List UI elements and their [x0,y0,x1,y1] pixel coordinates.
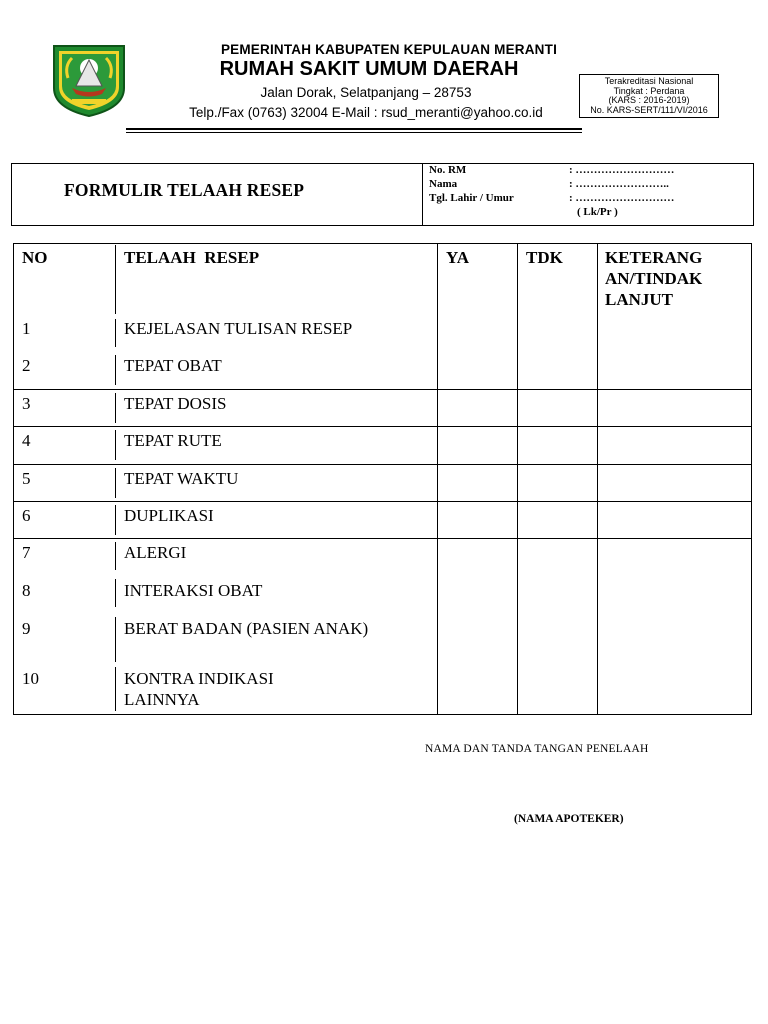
row-item: BERAT BADAN (PASIEN ANAK) [124,619,369,638]
header-item: TELAAH RESEP [124,248,260,267]
patient-field-value[interactable]: : ……………………… [569,164,675,176]
row-item: DUPLIKASI [124,506,214,525]
review-table [13,243,752,715]
row-item: KEJELASAN TULISAN RESEP [124,319,353,338]
row-item: TEPAT WAKTU [124,469,239,488]
row-item: TEPAT DOSIS [124,394,227,413]
row-item: KONTRA INDIKASI LAINNYA [124,669,274,709]
column-divider [115,505,116,535]
gender-note: ( Lk/Pr ) [577,206,618,218]
accreditation-line: (KARS : 2016-2019) [608,95,690,105]
row-number: 3 [22,394,31,413]
row-number: 1 [22,319,31,338]
row-divider [13,538,752,539]
row-number: 10 [22,669,39,688]
patient-field-label: No. RM [429,164,467,176]
patient-field-label: Nama [429,178,458,190]
column-divider [437,243,438,715]
patient-field-value[interactable]: : …………………….. [569,178,669,190]
header-no: NO [22,248,48,267]
column-divider [115,245,116,314]
patient-field-label: Tgl. Lahir / Umur [429,192,514,204]
column-divider [597,243,598,715]
table-border [751,243,752,715]
header-rule [126,128,582,130]
column-divider [115,617,116,662]
row-divider [13,464,752,465]
column-divider [115,542,116,570]
signature-label: NAMA DAN TANDA TANGAN PENELAAH [425,743,649,755]
title-box-divider [422,164,423,225]
table-border [13,714,752,715]
form-title: FORMULIR TELAAH RESEP [64,180,305,200]
accreditation-line: No. KARS-SERT/111/VI/2016 [590,104,708,115]
patient-field-value[interactable]: : ……………………… [569,192,675,204]
row-number: 5 [22,469,31,488]
hospital-name: RUMAH SAKIT UMUM DAERAH [219,58,519,80]
hospital-address: Jalan Dorak, Selatpanjang – 28753 [260,85,472,100]
column-divider [115,667,116,711]
row-divider [13,426,752,427]
row-divider [13,389,752,390]
header-tdk: TDK [526,248,563,267]
header-rule [126,132,582,133]
column-divider [115,579,116,607]
accreditation-box [579,74,719,118]
row-number: 7 [22,543,31,562]
accreditation-line: Tingkat : Perdana [613,85,685,96]
row-number: 4 [22,431,31,450]
row-number: 6 [22,506,31,525]
column-divider [115,430,116,460]
column-divider [115,468,116,498]
row-item: TEPAT RUTE [124,431,222,450]
table-border [13,243,14,715]
column-divider [517,243,518,715]
column-divider [115,393,116,423]
row-number: 8 [22,581,31,600]
header-note: KETERANG AN/TINDAK LANJUT [605,248,703,309]
form-title-box [11,163,754,226]
row-number: 9 [22,619,31,638]
accreditation-line: Terakreditasi Nasional [604,76,694,86]
header-ya: YA [446,248,469,267]
table-border [13,243,752,244]
pharmacist-name: (NAMA APOTEKER) [514,813,624,825]
row-divider [13,501,752,502]
row-item: INTERAKSI OBAT [124,581,263,600]
column-divider [115,319,116,347]
row-item: ALERGI [124,543,187,562]
column-divider [115,355,116,385]
hospital-contact: Telp./Fax (0763) 32004 E-Mail : rsud_meranti@yahoo.co.id [189,105,543,120]
government-name: PEMERINTAH KABUPATEN KEPULAUAN MERANTI [220,42,558,57]
row-number: 2 [22,356,31,375]
row-item: TEPAT OBAT [124,356,222,375]
